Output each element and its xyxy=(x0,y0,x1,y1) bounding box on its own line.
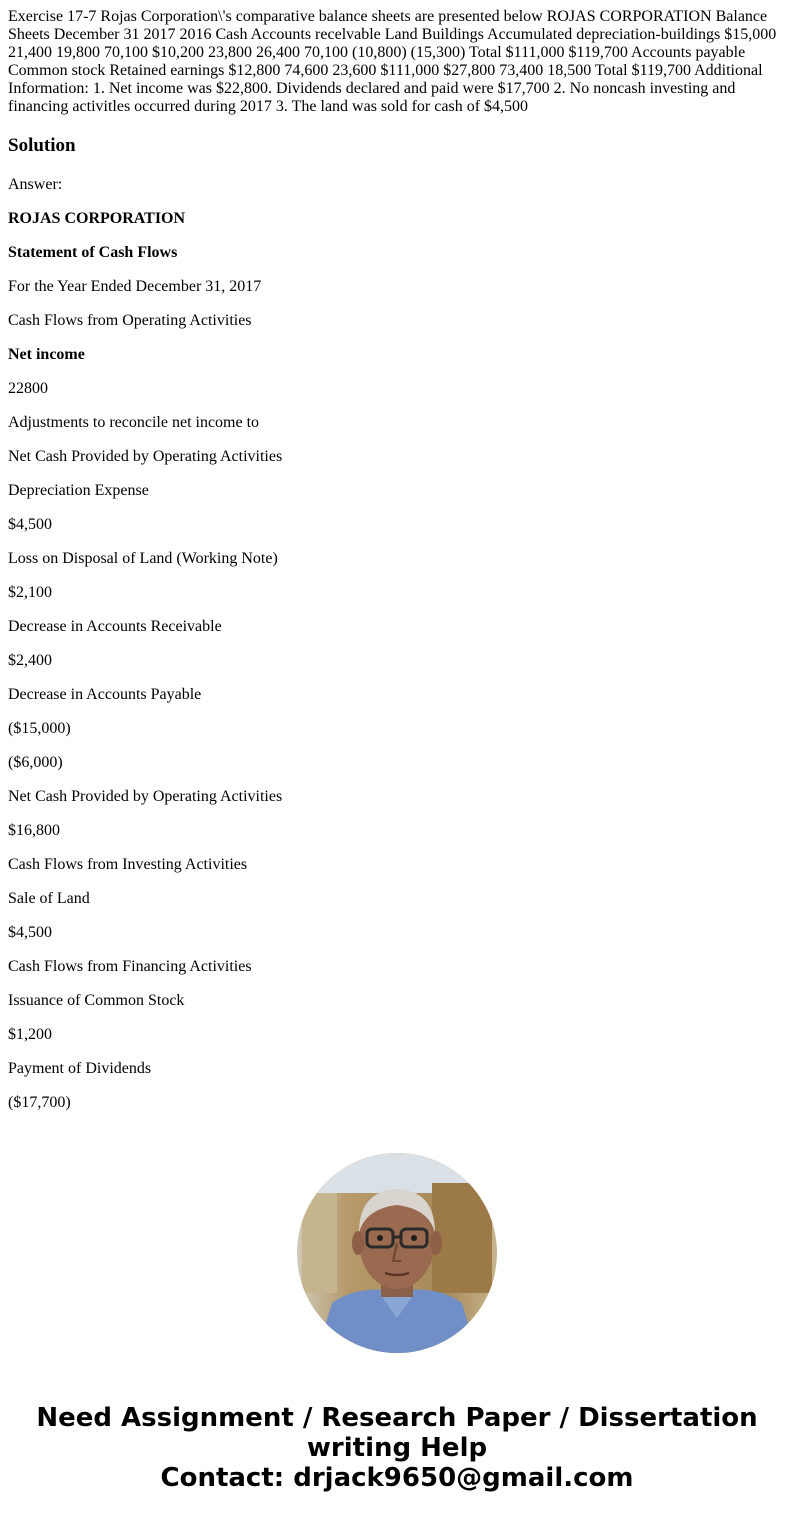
document-content xyxy=(8,8,786,1112)
promo-contact: Contact: drjack9650@gmail.com xyxy=(160,1463,634,1493)
answer-line: ($17,700) xyxy=(8,1094,71,1111)
answer-line: Issuance of Common Stock xyxy=(8,992,185,1009)
answer-line: Payment of Dividends xyxy=(8,1060,152,1077)
answer-lines xyxy=(8,210,786,1112)
promo-line-2: writing Help xyxy=(306,1433,488,1463)
answer-line: Cash Flows from Operating Activities xyxy=(8,312,252,329)
solution-heading: Solution xyxy=(8,135,76,156)
answer-line: $16,800 xyxy=(8,822,60,839)
answer-line: Net Cash Provided by Operating Activities xyxy=(8,448,283,465)
answer-line: Net Cash Provided by Operating Activities xyxy=(8,788,283,805)
answer-line: $4,500 xyxy=(8,516,52,533)
answer-line: Adjustments to reconcile net income to xyxy=(8,414,260,431)
answer-line: $2,100 xyxy=(8,584,52,601)
answer-line: 22800 xyxy=(8,380,48,397)
author-avatar xyxy=(297,1153,497,1353)
answer-line: Loss on Disposal of Land (Working Note) xyxy=(8,550,278,567)
answer-line: $2,400 xyxy=(8,652,52,669)
answer-line: Statement of Cash Flows xyxy=(8,244,178,261)
author-photo-icon xyxy=(297,1153,497,1353)
promo-line-1: Need Assignment / Research Paper / Dissertation xyxy=(36,1403,758,1433)
answer-line: Cash Flows from Investing Activities xyxy=(8,856,248,873)
answer-line: ($15,000) xyxy=(8,720,71,737)
answer-line: Cash Flows from Financing Activities xyxy=(8,958,252,975)
answer-line: ($6,000) xyxy=(8,754,63,771)
answer-line: Net income xyxy=(8,346,85,363)
answer-line: Sale of Land xyxy=(8,890,90,907)
answer-line: ROJAS CORPORATION xyxy=(8,210,186,227)
answer-label: Answer: xyxy=(8,176,63,193)
answer-line: Decrease in Accounts Receivable xyxy=(8,618,222,635)
question-text: Exercise 17-7 Rojas Corporation\'s comparative balance sheets are presented below ROJAS CORPORATION Balance Sheets December 31 2017 2016 Cash Accounts recelvable Land Buildings Accumulated depreciation-buildings $15,000 21,400 19,800 70,100 $10,200 23,800 26,400 70,100 (10,800) (15,300) Total $111,000 $119,700 Accounts payable Common stock Retained earnings $12,800 74,600 23,600 $111,000 $27,800 73,400 18,500 Total $119,700 Additional Information: 1. Net income was $22,800. Dividends declared and paid were $17,700 2. No noncash investing and financing activitles occurred during 2017 3. The land was sold for cash of $4,500 xyxy=(8,8,777,115)
answer-line: $1,200 xyxy=(8,1026,52,1043)
answer-line: Decrease in Accounts Payable xyxy=(8,686,202,703)
answer-line: Depreciation Expense xyxy=(8,482,149,499)
answer-line: For the Year Ended December 31, 2017 xyxy=(8,278,262,295)
promo-banner xyxy=(0,1403,794,1493)
answer-line: $4,500 xyxy=(8,924,52,941)
